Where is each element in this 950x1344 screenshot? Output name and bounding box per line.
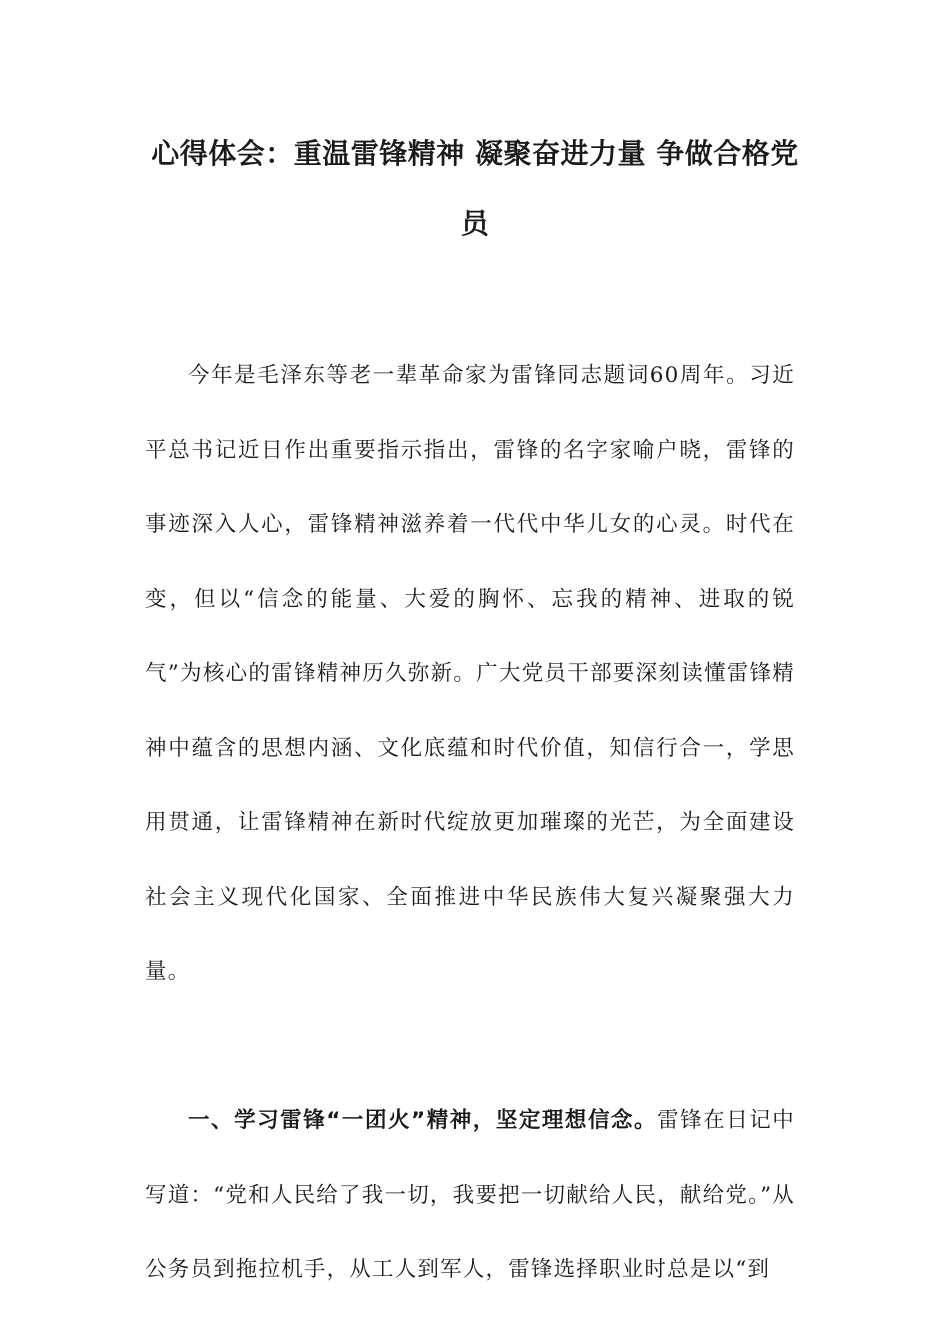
- document-body: [145, 339, 795, 1308]
- paragraph-section-1: [145, 1084, 795, 1308]
- paragraph-text: 雷锋在日记中写道：“党和人民给了我一切，我要把一切献给人民，献给党。”从公务员到拖拉机手，从工人到军人，雷锋选择职业时总是以“到: [145, 1108, 795, 1282]
- paragraph-spacer: [145, 1010, 795, 1085]
- paragraph-text: 今年是毛泽东等老一辈革命家为雷锋同志题词60周年。习近平总书记近日作出重要指示指出，雷锋的名字家喻户晓，雷锋的事迹深入人心，雷锋精神滋养着一代代中华儿女的心灵。时代在变，但以“信念的能量、大爱的胸怀、忘我的精神、进取的锐气”为核心的雷锋精神历久弥新。广大党员干部要深刻读懂雷锋精神中蕴含的思想内涵、文化底蕴和时代价值，知信行合一，学思用贯通，让雷锋精神在新时代绽放更加璀璨的光芒，为全面建设社会主义现代化国家、全面推进中华民族伟大复兴凝聚强大力量。: [145, 363, 795, 984]
- section-heading: 一、学习雷锋“一团火”精神，坚定理想信念。: [188, 1108, 658, 1133]
- document-title: 心得体会：重温雷锋精神 凝聚奋进力量 争做合格党员: [151, 137, 799, 240]
- paragraph-intro: [145, 339, 795, 1010]
